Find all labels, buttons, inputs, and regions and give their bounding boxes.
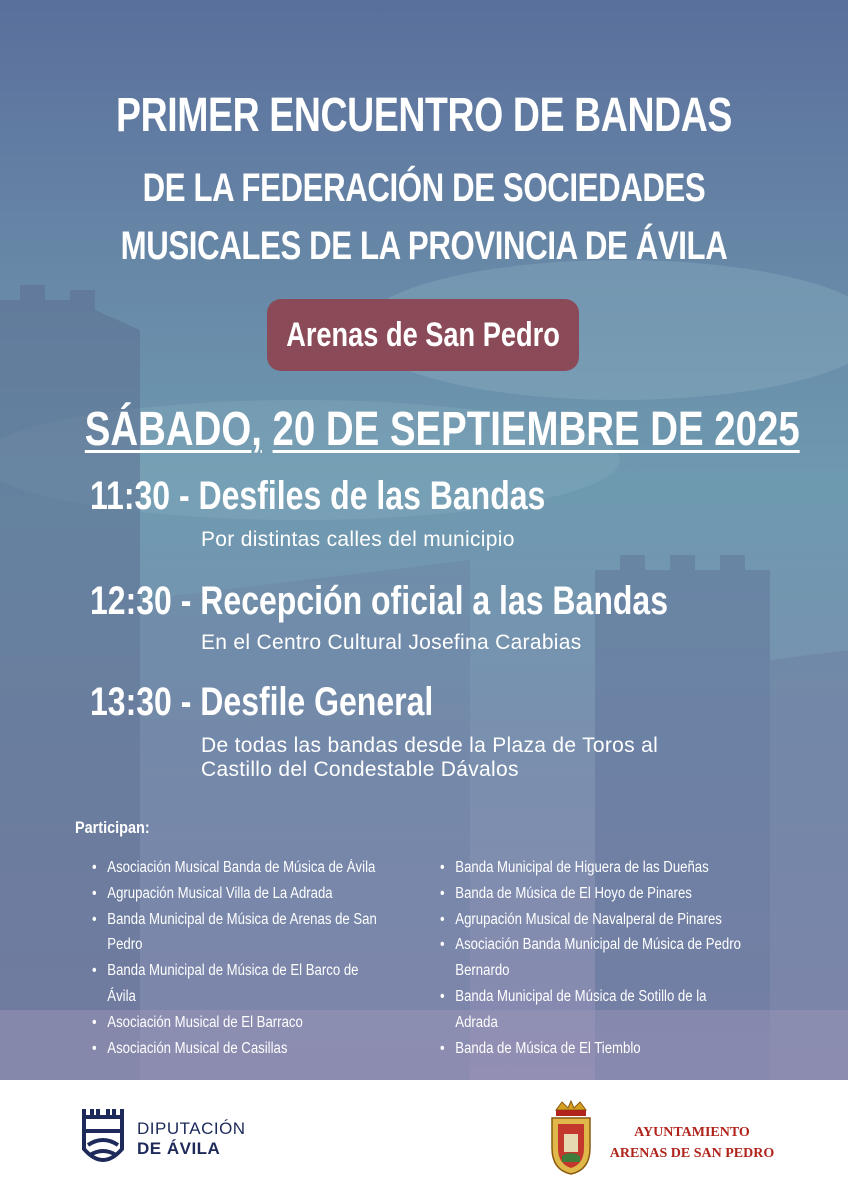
arenas-coat-of-arms-icon: [548, 1100, 594, 1176]
title-line-3: MUSICALES DE LA PROVINCIA DE ÁVILA: [120, 224, 728, 268]
event-title-1: 11:30 - Desfiles de las Bandas: [90, 474, 546, 518]
date-rest: 20 DE SEPTIEMBRE DE 2025: [272, 403, 800, 456]
title-line-1: PRIMER ENCUENTRO DE BANDAS: [116, 89, 732, 142]
list-item: • Banda Municipal de Música de Arenas de San Pedro: [92, 907, 381, 959]
list-item: • Asociación Musical de Casillas: [92, 1036, 381, 1062]
event-title-3: 13:30 - Desfile General: [90, 680, 434, 724]
event-date: [84, 402, 800, 457]
participants-list-right: [440, 855, 800, 1061]
participants-list-left: [92, 855, 432, 1061]
list-item: • Agrupación Musical Villa de La Adrada: [92, 881, 381, 907]
event-subtitle-3a: De todas las bandas desde la Plaza de Toros al: [201, 734, 659, 757]
place-label: Arenas de San Pedro: [286, 315, 560, 354]
ayuntamiento-name-line-1: AYUNTAMIENTO: [634, 1125, 750, 1140]
event-title-2: 12:30 - Recepción oficial a las Bandas: [90, 579, 669, 623]
date-weekday: SÁBADO,: [84, 403, 262, 456]
diputacion-name-line-2: DE ÁVILA: [137, 1139, 221, 1158]
diputacion-name-line-1: DIPUTACIÓN: [137, 1119, 246, 1138]
list-item: • Asociación Banda Municipal de Música de Pedro Bernardo: [440, 932, 746, 984]
event-subtitle-2: En el Centro Cultural Josefina Carabias: [201, 631, 582, 654]
diputacion-castle-icon: [80, 1105, 126, 1173]
list-item: • Agrupación Musical de Navalperal de Pinares: [440, 907, 746, 933]
ayuntamiento-name-line-2: ARENAS DE SAN PEDRO: [609, 1146, 775, 1161]
list-item: • Banda de Música de El Hoyo de Pinares: [440, 881, 746, 907]
title-line-2: DE LA FEDERACIÓN DE SOCIEDADES: [142, 166, 706, 210]
list-item: • Banda Municipal de Música de Sotillo de la Adrada: [440, 984, 746, 1036]
list-item: • Banda de Música de El Tiemblo: [440, 1036, 746, 1062]
event-subtitle-3b: Castillo del Condestable Dávalos: [201, 758, 519, 781]
place-badge: [267, 299, 579, 371]
list-item: • Asociación Musical Banda de Música de Ávila: [92, 855, 381, 881]
participants-heading: Participan:: [75, 818, 150, 837]
list-item: • Asociación Musical de El Barraco: [92, 1010, 381, 1036]
list-item: • Banda Municipal de Higuera de las Dueñas: [440, 855, 746, 881]
event-subtitle-1: Por distintas calles del municipio: [201, 528, 515, 551]
list-item: • Banda Municipal de Música de El Barco de Ávila: [92, 958, 381, 1010]
